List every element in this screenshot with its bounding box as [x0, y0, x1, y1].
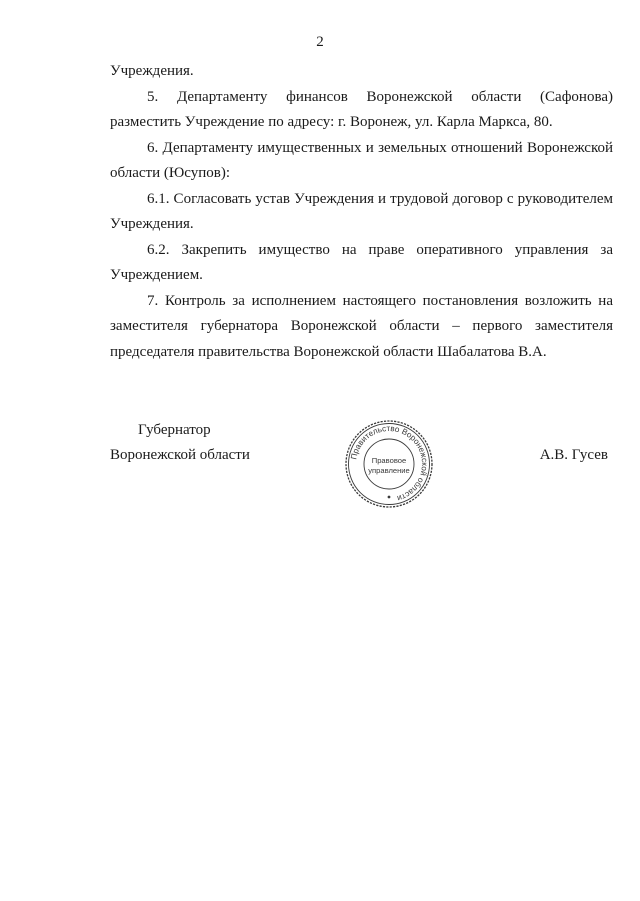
signatory-title-line2: Воронежской области — [110, 447, 250, 463]
seal-ring-text: Правительство Воронежской области — [349, 423, 430, 503]
page-number: 2 — [316, 34, 324, 50]
seal-center-line1: Правовое — [371, 456, 407, 465]
official-seal-stamp — [344, 419, 434, 509]
document-body — [110, 59, 613, 365]
signatory-name: А.В. Гусев — [539, 447, 608, 463]
paragraph-item-7: 7. Контроль за исполнением настоящего постановления возложить на заместителя губернатора Воронежской области – первого заместителя председателя правительства Воронежской области Шабалатова В.А. — [110, 292, 613, 360]
paragraph-item-5: 5. Департаменту финансов Воронежской области (Сафонова) разместить Учреждение по адресу: г. Воронеж, ул. Карла Маркса, 80. — [110, 88, 613, 130]
paragraph-item-6-1: 6.1. Согласовать устав Учреждения и трудовой договор с руководителем Учреждения. — [110, 190, 613, 232]
paragraph-continuation: Учреждения. — [110, 63, 194, 79]
signatory-title-line1: Губернатор — [138, 422, 211, 438]
signature-block — [110, 419, 613, 509]
seal-center-line2: управление — [368, 466, 410, 475]
paragraph-item-6-2: 6.2. Закрепить имущество на праве оперативного управления за Учреждением. — [110, 241, 613, 283]
seal-dot-icon — [388, 496, 391, 499]
paragraph-item-6: 6. Департаменту имущественных и земельных отношений Воронежской области (Юсупов): — [110, 139, 613, 181]
